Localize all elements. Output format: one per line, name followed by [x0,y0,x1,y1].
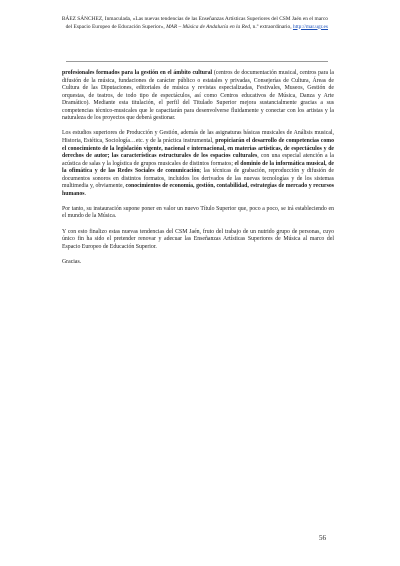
p2-bold-a: propiciarán el desarrollo de competencias como el conocimiento de la legislación vigente, nacional e internacional, en materias artísticas, de espectáculos y de derechos de autor; las características estructurales de los espacios culturales [62,137,334,160]
paragraph-1 [62,70,334,123]
paragraph-2 [62,130,334,198]
p2-bold-b: el dominio de la informática musical, de la ofimática y de las Redes Sociales de comunicación [62,160,335,175]
p1-bold: profesionales formados para la gestión en el ámbito cultural [62,70,213,76]
header-journal-link[interactable]: http://mar.ugr.es [292,23,328,30]
paragraph-4: Y con esto finalizo estas nuevas tendencias del CSM Jaén, fruto del trabajo de un nutrido grupo de personas, cuyo único fin ha sido el pretender renovar y adecuar las Enseñanzas Artísticas Superiores de Música al marco del Espacio Europeo de Educación Superior. [62,228,334,250]
running-header [56,16,328,31]
page-number: 56 [319,534,326,542]
p2-text-d: . [84,190,87,197]
header-citation-prefix: BÁEZ SÁNCHEZ, Inmaculada, «Las nuevas tendencias de las Enseñanzas Artísticas Superiores del CSM Jaén en el marco del Espacio Europeo de Educación Superior», [61,16,328,30]
header-citation-suffix: , n.º extraordinario, [249,23,293,30]
header-journal-title: MAR – Música de Andalucía en la Red [166,23,250,30]
header-divider [66,61,328,62]
p2-bold-c: conocimientos de economía, gestión, contabilidad, estrategias de mercado y recursos humanos [62,183,334,197]
p1-text: (centros de documentación musical, centros para la difusión de la música, fundaciones de carácter público o estatales y privadas, Consejerías de Cultura, Áreas de Cultura de las Diputaciones, editoriales de música y revistas especializadas, Festivales, Museos, Gestión de orquestas, de teatros, de todo tipo de espectáculos, así como Centros educativos de Música, Danza y Arte Dramático). Mediante esta titulación, el perfil del Titulado Superior mejora sustancialmente gracias a sus competencias técnico-musicales que le capacitarán para desenvolverse fluidamente y conectar con los artistas y la naturaleza de los proyectos que deberá gestionar. [62,70,335,122]
body-text [62,70,334,274]
paragraph-3: Por tanto, su instauración supone poner en valor un nuevo Título Superior que, poco a poco, se irá estableciendo en el mundo de la Música. [62,205,334,220]
p2-text-b: , con una especial atención a la acústica de salas y la logística de grupos musicales de distintos formatos; [62,153,334,167]
p2-text-c: ; las técnicas de grabación, reproducción y difusión de documentos sonoros en distintos formatos, incluidos los derivados de las nuevas tecnologías y de los sistemas multimedia y, obviamente, [62,168,334,190]
p2-text-a: Los estudios superiores de Producción y Gestión, además de las asignaturas básicas musicales de Análisis musical, Historia, Estética, Sociología…etc. y de la práctica instrumental, [62,130,334,144]
paragraph-5: Gracias. [62,258,82,265]
